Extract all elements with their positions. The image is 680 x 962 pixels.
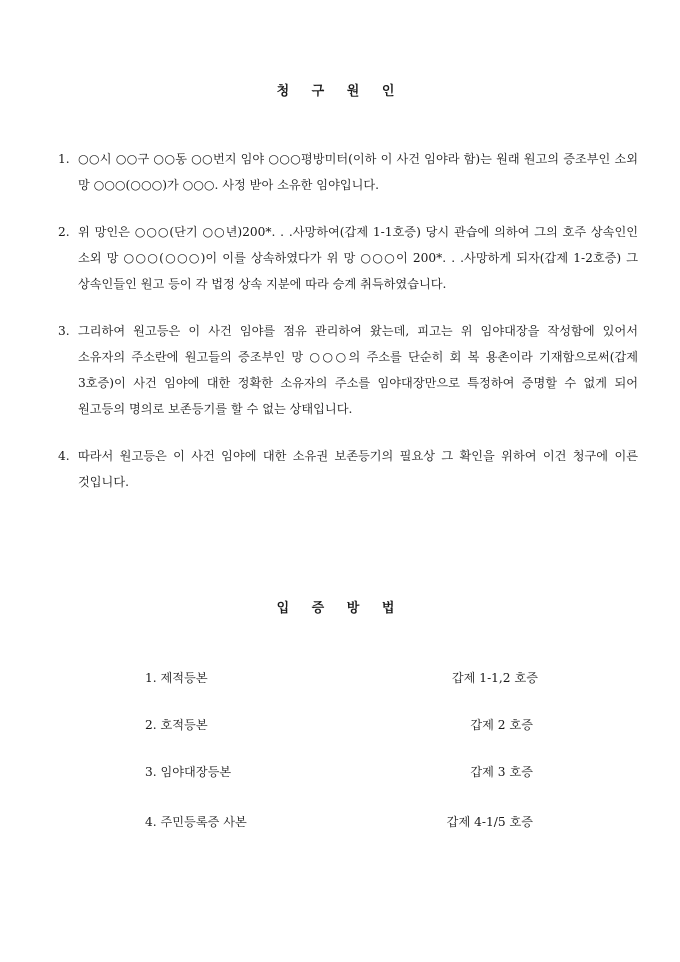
evidence-name: 3. 임야대장등본	[145, 765, 232, 779]
evidence-list	[145, 666, 545, 834]
evidence-item-1	[145, 666, 545, 690]
claim-section-title: 청 구 원 인	[276, 84, 404, 99]
claim-item-2	[58, 219, 638, 297]
evidence-code: 갑제 1-1,2 호증	[451, 671, 538, 685]
claim-number: 2.	[58, 225, 70, 239]
claim-number: 3.	[58, 324, 70, 338]
claim-item-1	[58, 146, 638, 198]
evidence-name: 1. 제적등본	[145, 671, 208, 685]
evidence-item-3	[145, 760, 545, 784]
evidence-section-title: 입 증 방 법	[276, 601, 404, 616]
claim-text: 위 망인은 ○○○(단기 ○○년)200*. . .사망하여(갑제 1-1호증) 당시 관습에 의하여 그의 호주 상속인인 소외 망 ○○○(○○○)이 이를 상속하였다가 위 망 ○○○이 200*. . .사망하게 되자(갑제 1-2호증) 그 상속인들인 원고 등이 각 법정 상속 지분에 따라 승계 취득하였습니다.	[78, 225, 638, 291]
claim-item-4	[58, 443, 638, 495]
evidence-item-2	[145, 713, 545, 737]
claim-item-3	[58, 318, 638, 422]
evidence-code: 갑제 3 호증	[470, 765, 533, 779]
claim-number: 1.	[58, 152, 70, 166]
claim-list	[58, 146, 638, 516]
evidence-code: 갑제 2 호증	[470, 718, 533, 732]
claim-text: 따라서 원고등은 이 사건 임야에 대한 소유권 보존등기의 필요상 그 확인을 위하여 이건 청구에 이른 것입니다.	[78, 449, 638, 489]
claim-number: 4.	[58, 449, 70, 463]
evidence-item-4	[145, 810, 545, 834]
evidence-name: 2. 호적등본	[145, 718, 208, 732]
evidence-code: 갑제 4-1/5 호증	[446, 815, 533, 829]
claim-text: 그리하여 원고등은 이 사건 임야를 점유 관리하여 왔는데, 피고는 위 임야대장을 작성함에 있어서 소유자의 주소란에 원고들의 증조부인 망 ○○○의 주소를 단순히 회 복 용촌이라 기재함으로써(갑제 3호증)이 사건 임야에 대한 정확한 소유자의 주소를 임야대장만으로 특정하여 증명할 수 없게 되어 원고등의 명의로 보존등기를 할 수 없는 상태입니다.	[78, 324, 638, 416]
claim-text: ○○시 ○○구 ○○동 ○○번지 임야 ○○○평방미터(이하 이 사건 임야라 함)는 원래 원고의 증조부인 소외 망 ○○○(○○○)가 ○○○. 사정 받아 소유한 임야입니다.	[78, 152, 638, 192]
evidence-name: 4. 주민등록증 사본	[145, 815, 247, 829]
